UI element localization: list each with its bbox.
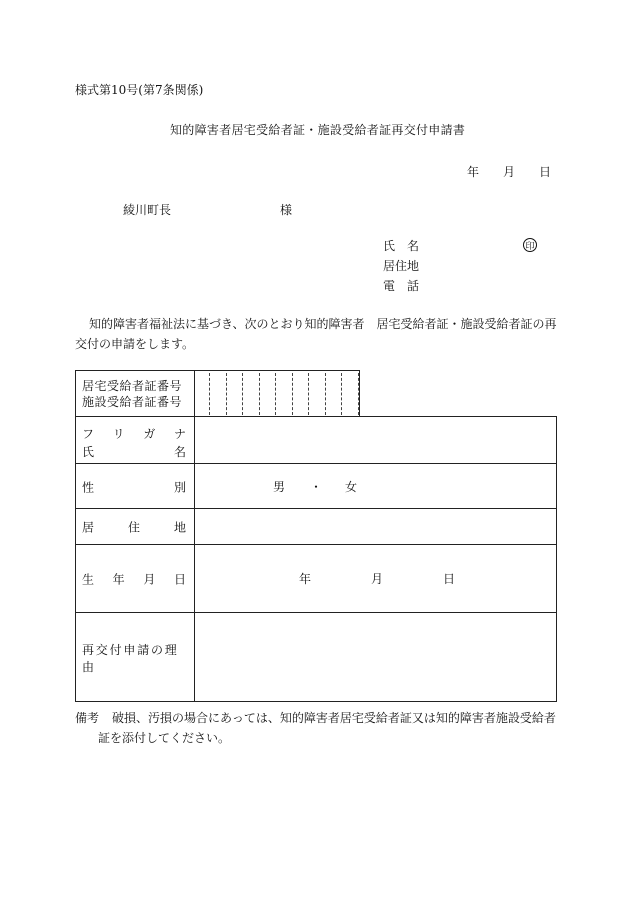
furigana-label: フ リ ガ ナ: [82, 427, 186, 441]
digit-separator: [308, 373, 309, 415]
address-field[interactable]: [195, 509, 556, 545]
body-text-line1: 知的障害者福祉法に基づき、次のとおり知的障害者 居宅受給者証・施設受給者証の再: [89, 317, 557, 331]
digit-separator: [259, 373, 260, 415]
digit-separator: [275, 373, 276, 415]
birthdate-row-label: [76, 545, 195, 613]
digit-separator: [242, 373, 243, 415]
birthdate-day-label: 日: [443, 572, 456, 586]
applicant-info-table: [75, 416, 557, 702]
digit-separator: [325, 373, 326, 415]
digit-separator: [209, 373, 210, 415]
reason-label: 再交付申請の理由: [82, 642, 179, 674]
birthdate-year-label: 年: [299, 572, 312, 586]
reason-row-label: [76, 613, 195, 702]
addressee-honorific: 様: [280, 203, 293, 217]
address-row-label: [76, 509, 195, 545]
sex-option-separator: ・: [310, 480, 323, 494]
body-text-line2: 交付の申請をします。: [75, 337, 195, 351]
sex-option-female[interactable]: 女: [345, 480, 358, 494]
sex-option-male[interactable]: 男: [273, 480, 286, 494]
address-label: 居 住 地: [82, 520, 186, 535]
home-certificate-number-label: 居宅受給者証番号: [82, 379, 183, 393]
digit-separator: [341, 373, 342, 415]
birthdate-field[interactable]: [195, 545, 556, 613]
birthdate-label: 生 年 月 日: [82, 572, 186, 587]
digit-separator: [292, 373, 293, 415]
date-day-label: 日: [539, 165, 552, 179]
address-row: [76, 508, 556, 545]
applicant-name-label: 氏 名: [383, 239, 420, 253]
addressee-name: 綾川町長: [123, 203, 172, 217]
date-year-label: 年: [467, 165, 480, 179]
sex-row-label: [76, 464, 195, 509]
sex-field: [195, 464, 556, 509]
certificate-number-input[interactable]: [195, 371, 359, 417]
name-row-label: [76, 417, 195, 463]
seal-mark: 印: [523, 238, 537, 252]
reason-row: [76, 612, 556, 702]
birthdate-month-label: 月: [371, 572, 384, 586]
name-row: [76, 417, 556, 463]
document-title: 知的障害者居宅受給者証・施設受給者証再交付申請書: [170, 123, 466, 137]
date-month-label: 月: [503, 165, 516, 179]
remarks-line1: 破損、汚損の場合にあっては、知的障害者居宅受給者証又は知的障害者施設受給者: [112, 711, 556, 725]
applicant-address-label: 居住地: [383, 259, 420, 273]
certificate-number-table: [75, 370, 360, 417]
remarks-label: 備考: [75, 711, 100, 725]
name-field[interactable]: [195, 417, 556, 463]
digit-separator: [358, 373, 359, 415]
remarks-line2: 証を添付してください。: [98, 731, 231, 745]
form-number: 様式第10号(第7条関係): [75, 83, 204, 97]
birthdate-row: [76, 544, 556, 613]
applicant-phone-label: 電 話: [383, 279, 420, 293]
reason-field[interactable]: [195, 613, 556, 702]
certificate-number-label: [76, 371, 195, 417]
sex-row: [76, 463, 556, 509]
facility-certificate-number-label: 施設受給者証番号: [82, 395, 183, 409]
name-label: 氏 名: [82, 445, 186, 459]
digit-separator: [226, 373, 227, 415]
sex-label: 性 別: [82, 480, 186, 494]
